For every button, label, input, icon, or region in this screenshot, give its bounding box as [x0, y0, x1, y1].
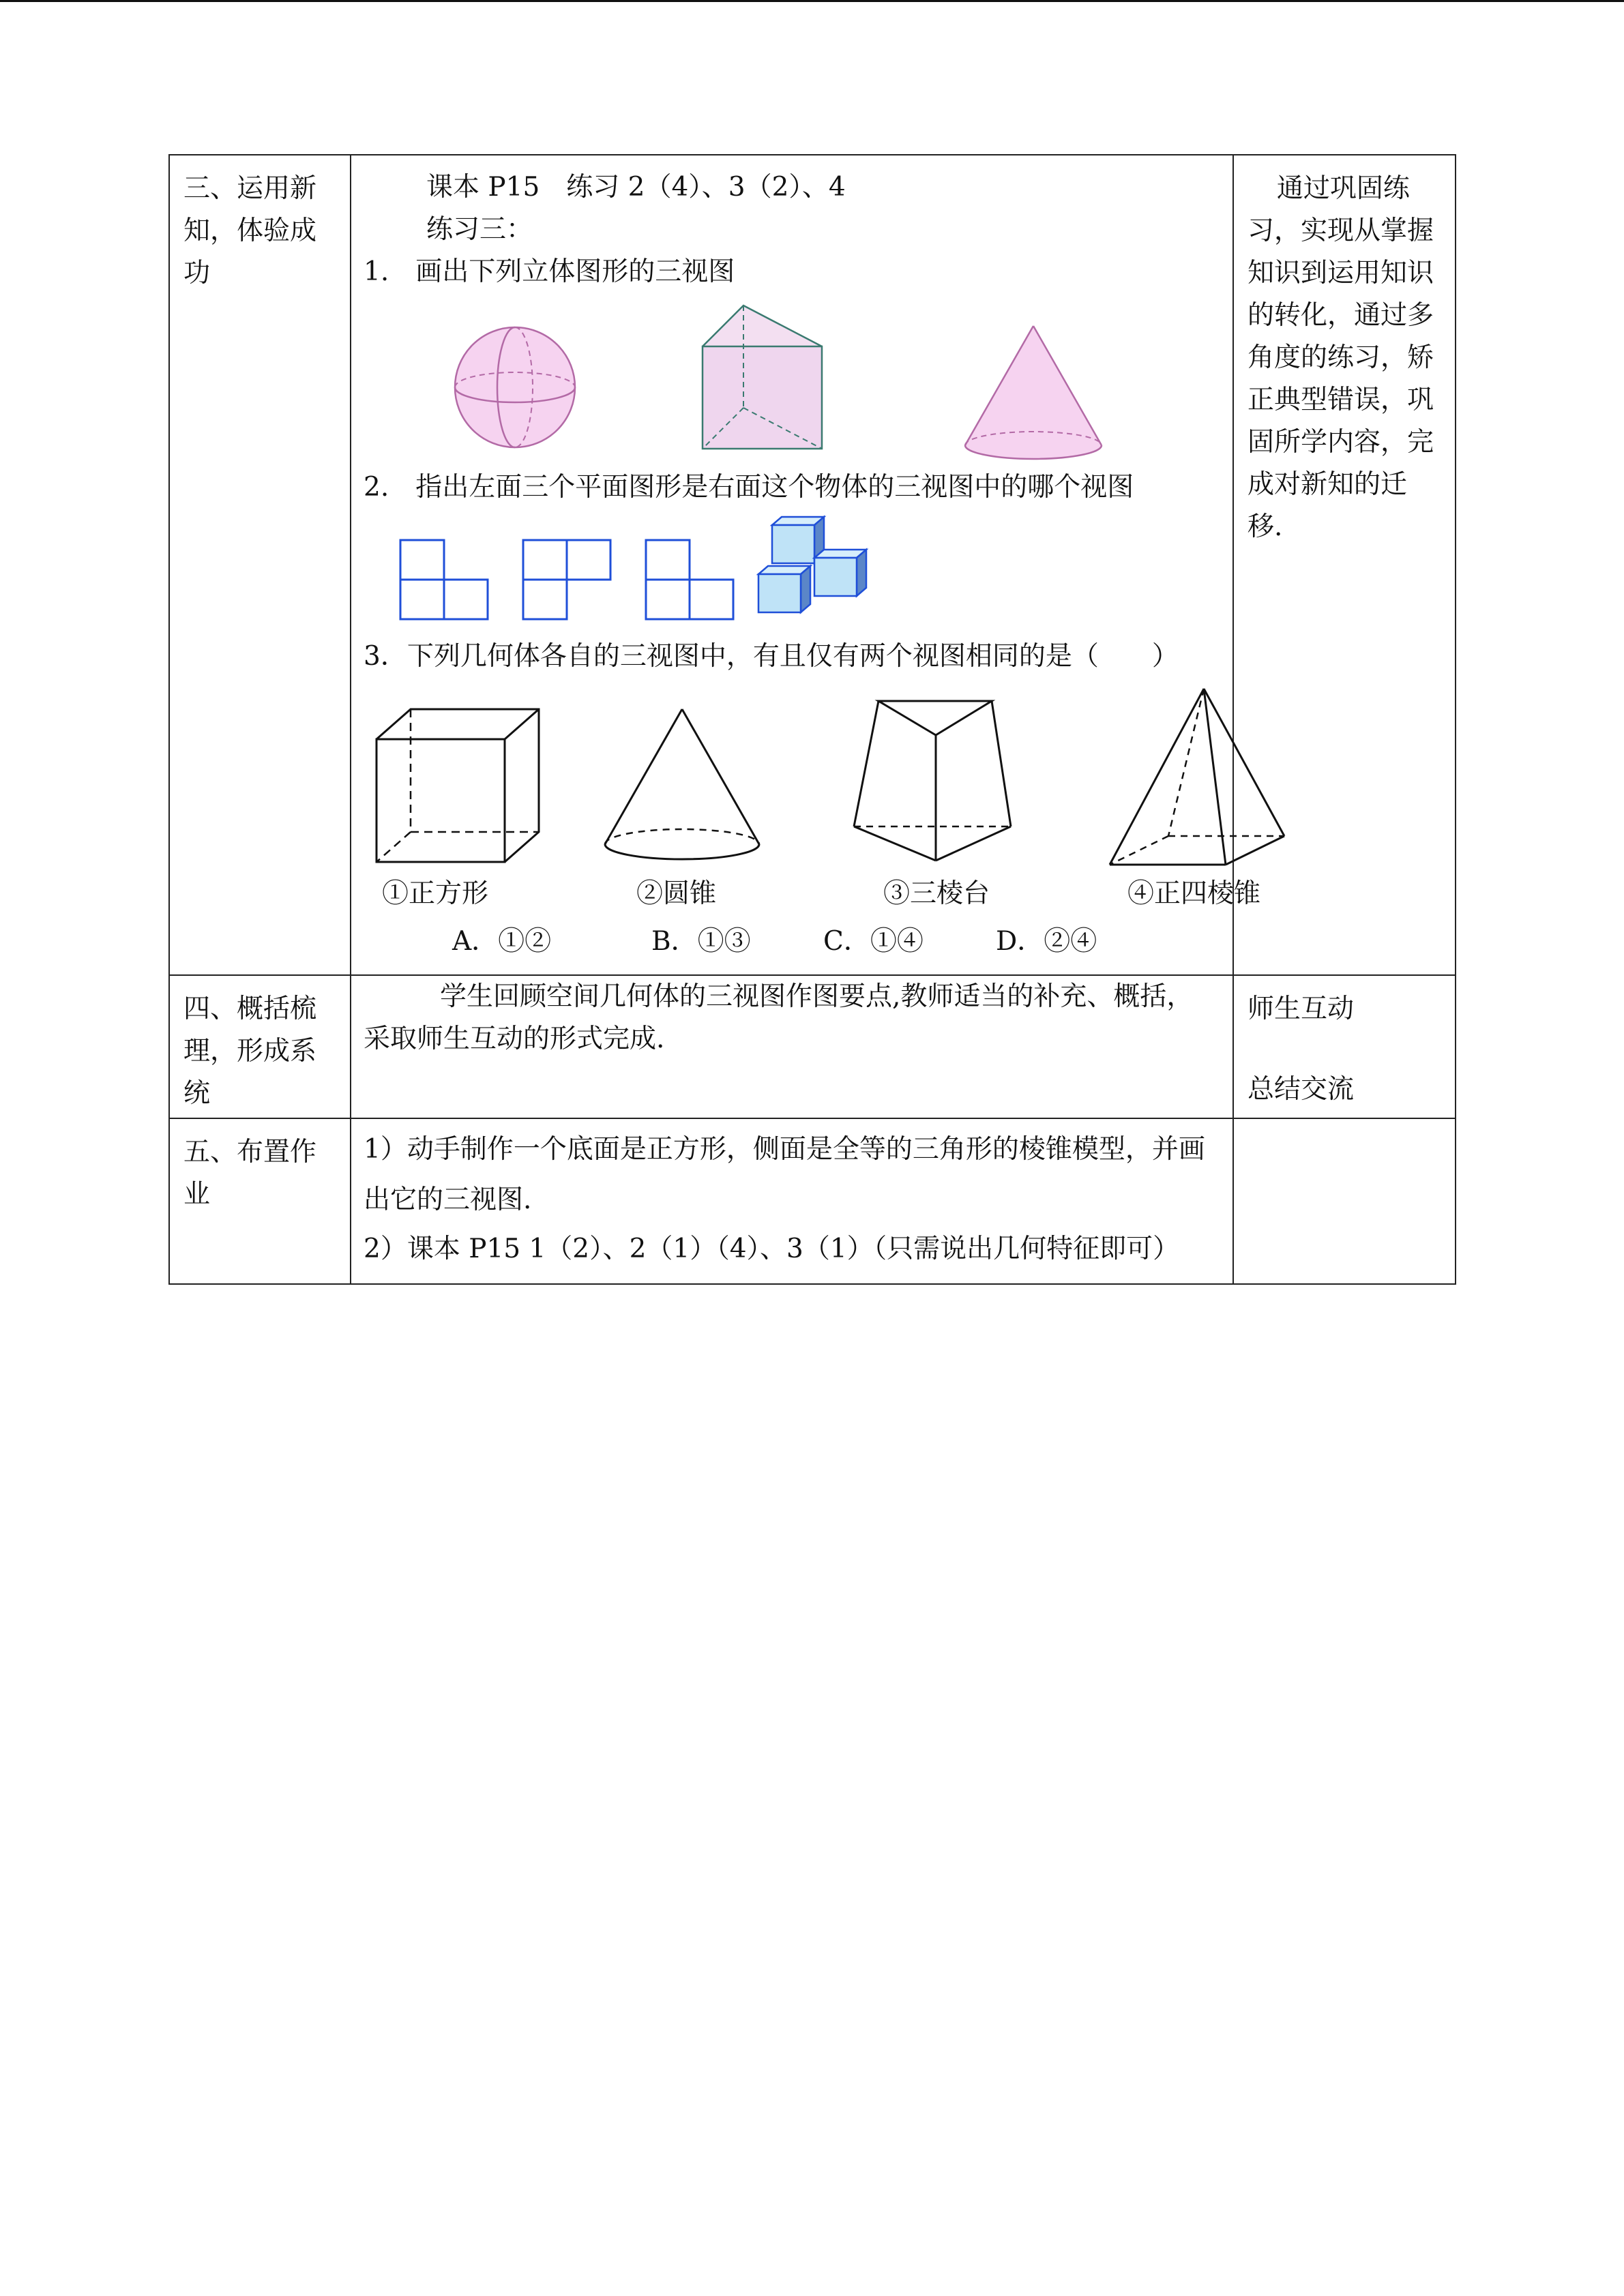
- cube-figure: [375, 708, 542, 865]
- content-cell: [351, 155, 1261, 975]
- stage-label: 五、布置作业: [183, 1137, 317, 1210]
- triangular-prism-figure: [703, 305, 832, 456]
- plane-view-2: [522, 539, 614, 624]
- option-c: C．①④: [823, 926, 924, 957]
- page-top-border: [0, 0, 1624, 2]
- option-d: D．②④: [996, 926, 1097, 957]
- shape-label-3: ③三棱台: [883, 878, 990, 909]
- stage-cell: [169, 155, 351, 975]
- option-a: A．①②: [452, 926, 552, 957]
- note-cell: [1233, 1118, 1456, 1284]
- square-pyramid-figure: [1108, 687, 1286, 868]
- option-b: B．①③: [651, 926, 751, 957]
- homework-2: 2）课本 P15 1（2）、2（1）（4）、3（1）（只需说出几何特征即可）: [364, 1234, 1180, 1264]
- exercise-title: 练习三：: [426, 214, 533, 245]
- content-cell: [351, 975, 1233, 1118]
- table-row: [169, 975, 1456, 1118]
- note-line-2: 总结交流: [1247, 1074, 1355, 1105]
- lesson-plan-table: [168, 154, 1456, 1285]
- summary-line-1: 学生回顾空间几何体的三视图作图要点,教师适当的补充、概括，: [440, 981, 1194, 1012]
- cone-figure: [962, 326, 1105, 462]
- note-text: 通过巩固练习，实现从掌握知识到运用知识的转化，通过多角度的练习，矫正典型错误，巩固所学内容，完成对新知的迁移.: [1247, 173, 1434, 542]
- homework-1-line-2: 出它的三视图.: [364, 1184, 532, 1215]
- homework-1-line-1: 1）动手制作一个底面是正方形，侧面是全等的三角形的棱锥模型，并画: [364, 1134, 1205, 1165]
- table-row: [169, 1118, 1456, 1284]
- table-row: [169, 155, 1456, 975]
- plane-view-1: [399, 539, 491, 624]
- content-cell: [351, 1118, 1233, 1284]
- note-cell: [1233, 975, 1456, 1118]
- shape-label-4: ④正四棱锥: [1127, 878, 1261, 909]
- frustum-figure: [853, 700, 1013, 863]
- textbook-reference: 课本 P15 练习 2（4）、3（2）、4: [426, 172, 846, 203]
- stage-cell: [169, 1118, 351, 1284]
- stage-label: 三、运用新知，体验成功: [183, 173, 317, 288]
- question-1: 1. 画出下列立体图形的三视图: [364, 256, 735, 287]
- question-2: 2. 指出左面三个平面图形是右面这个物体的三视图中的哪个视图: [364, 472, 1134, 503]
- note-line-1: 师生互动: [1247, 994, 1355, 1024]
- summary-line-2: 采取师生互动的形式完成.: [364, 1024, 665, 1054]
- stacked-cubes-figure: [757, 517, 880, 626]
- cone-line-figure: [604, 708, 761, 861]
- stage-cell: [169, 975, 351, 1118]
- stage-label: 四、概括梳理，形成系统: [183, 994, 317, 1109]
- question-3: 3．下列几何体各自的三视图中，有且仅有两个视图相同的是（ ）: [364, 641, 1179, 672]
- plane-view-3: [645, 539, 737, 624]
- shape-label-1: ①正方形: [382, 878, 489, 909]
- sphere-figure: [447, 319, 583, 456]
- shape-label-2: ②圆锥: [636, 878, 717, 909]
